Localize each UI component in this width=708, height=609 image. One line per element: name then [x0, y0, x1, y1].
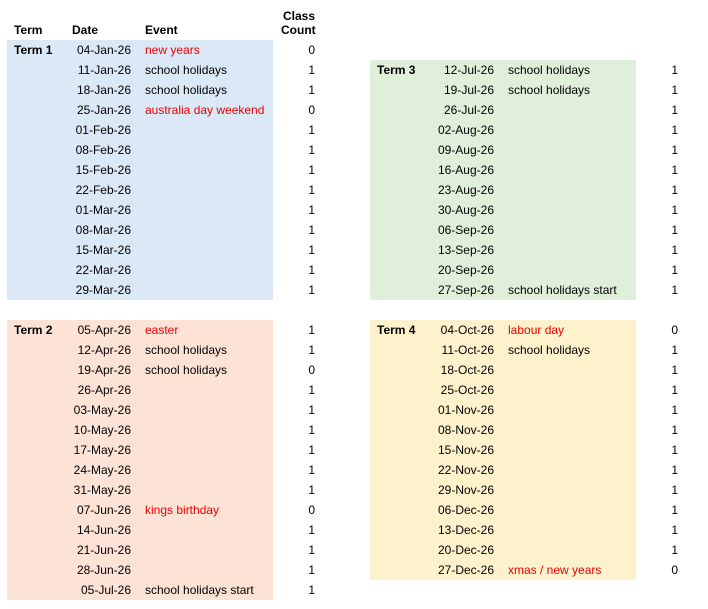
count-row — [646, 320, 680, 340]
count-row — [283, 340, 317, 360]
class-count-cell: 1 — [308, 123, 315, 137]
class-count-cell: 1 — [671, 383, 678, 397]
class-count-cell: 1 — [671, 363, 678, 377]
count-row — [283, 420, 317, 440]
class-count-cell: 0 — [308, 103, 315, 117]
class-count-cell: 1 — [671, 143, 678, 157]
table-row — [7, 580, 273, 600]
class-count-cell: 0 — [308, 503, 315, 517]
event-cell: school holidays — [145, 83, 228, 97]
table-row — [7, 240, 273, 260]
table-row — [7, 80, 273, 100]
event-cell: easter — [145, 323, 179, 337]
event-cell: labour day — [508, 323, 565, 337]
header-term: Term — [14, 23, 43, 37]
count-row — [283, 100, 317, 120]
count-row — [646, 460, 680, 480]
date-cell: 22-Mar-26 — [75, 263, 131, 277]
class-count-cell: 1 — [308, 443, 315, 457]
count-row — [283, 400, 317, 420]
count-row — [646, 400, 680, 420]
table-row — [370, 200, 636, 220]
count-row — [283, 240, 317, 260]
date-cell: 28-Jun-26 — [76, 563, 131, 577]
term-4-block — [370, 320, 636, 580]
table-row — [370, 460, 636, 480]
class-count-cell: 1 — [308, 163, 315, 177]
count-row — [646, 60, 680, 80]
event-cell: australia day weekend — [145, 103, 265, 117]
count-row — [646, 160, 680, 180]
class-count-cell: 1 — [308, 323, 315, 337]
date-cell: 11-Oct-26 — [441, 343, 494, 357]
table-row — [370, 360, 636, 380]
date-cell: 31-May-26 — [73, 483, 131, 497]
table-row — [7, 560, 273, 580]
count-row — [283, 520, 317, 540]
count-row — [646, 240, 680, 260]
count-row — [283, 460, 317, 480]
date-cell: 19-Apr-26 — [77, 363, 131, 377]
date-cell: 08-Feb-26 — [75, 143, 131, 157]
header-date: Date — [72, 23, 99, 37]
count-row — [283, 200, 317, 220]
count-row — [646, 560, 680, 580]
date-cell: 23-Aug-26 — [437, 183, 494, 197]
date-cell: 04-Oct-26 — [440, 323, 494, 337]
class-count-cell: 0 — [671, 323, 678, 337]
date-cell: 14-Jun-26 — [76, 523, 131, 537]
count-row — [283, 560, 317, 580]
class-count-cell: 1 — [671, 243, 678, 257]
table-row — [7, 140, 273, 160]
header-class-count-line1: Class — [282, 9, 315, 23]
date-cell: 03-May-26 — [73, 403, 131, 417]
count-row — [283, 440, 317, 460]
table-row — [7, 180, 273, 200]
count-row — [283, 280, 317, 300]
count-row — [646, 120, 680, 140]
class-count-cell: 1 — [671, 463, 678, 477]
class-count-cell: 1 — [308, 543, 315, 557]
count-row — [283, 540, 317, 560]
class-count-cell: 1 — [308, 583, 315, 597]
count-row — [646, 420, 680, 440]
event-cell: school holidays — [508, 63, 591, 77]
table-row — [7, 320, 273, 340]
event-cell: new years — [145, 43, 200, 57]
class-count-cell: 0 — [671, 563, 678, 577]
table-row — [370, 540, 636, 560]
table-row — [7, 40, 273, 60]
count-row — [646, 440, 680, 460]
date-cell: 27-Sep-26 — [437, 283, 494, 297]
date-cell: 15-Mar-26 — [75, 243, 131, 257]
table-row — [370, 280, 636, 300]
table-row — [370, 120, 636, 140]
date-cell: 22-Nov-26 — [437, 463, 494, 477]
class-count-cell: 1 — [308, 203, 315, 217]
event-cell: school holidays start — [145, 583, 254, 597]
class-count-cell: 1 — [671, 203, 678, 217]
table-row — [370, 320, 636, 340]
count-row — [283, 160, 317, 180]
table-row — [370, 180, 636, 200]
table-row — [7, 480, 273, 500]
date-cell: 05-Jul-26 — [80, 583, 131, 597]
class-count-cell: 1 — [671, 263, 678, 277]
table-row — [370, 480, 636, 500]
table-row — [7, 400, 273, 420]
event-cell: school holidays — [508, 343, 591, 357]
class-count-cell: 1 — [671, 123, 678, 137]
date-cell: 20-Dec-26 — [437, 543, 494, 557]
table-row — [7, 440, 273, 460]
count-row — [283, 480, 317, 500]
count-row — [646, 140, 680, 160]
count-row — [646, 500, 680, 520]
class-count-cell: 1 — [671, 283, 678, 297]
table-row — [370, 400, 636, 420]
date-cell: 06-Dec-26 — [437, 503, 494, 517]
term-3-block — [370, 60, 636, 300]
table-row — [370, 380, 636, 400]
table-row — [370, 520, 636, 540]
class-count-cell: 1 — [308, 563, 315, 577]
date-cell: 13-Dec-26 — [437, 523, 494, 537]
class-count-cell: 1 — [671, 103, 678, 117]
date-cell: 17-May-26 — [73, 443, 131, 457]
date-cell: 25-Jan-26 — [76, 103, 131, 117]
class-count-cell: 1 — [671, 183, 678, 197]
count-row — [283, 320, 317, 340]
class-count-cell: 1 — [308, 383, 315, 397]
date-cell: 18-Oct-26 — [440, 363, 494, 377]
class-count-cell: 1 — [308, 83, 315, 97]
class-count-cell: 1 — [308, 243, 315, 257]
class-count-cell: 1 — [308, 283, 315, 297]
date-cell: 26-Apr-26 — [77, 383, 131, 397]
class-count-cell: 1 — [671, 223, 678, 237]
table-row — [7, 200, 273, 220]
date-cell: 01-Mar-26 — [75, 203, 131, 217]
count-row — [646, 480, 680, 500]
table-row — [7, 460, 273, 480]
date-cell: 15-Nov-26 — [437, 443, 494, 457]
class-count-cell: 1 — [308, 143, 315, 157]
table-row — [7, 360, 273, 380]
count-row — [283, 380, 317, 400]
date-cell: 06-Sep-26 — [437, 223, 494, 237]
table-row — [7, 60, 273, 80]
event-cell: school holidays — [145, 363, 228, 377]
date-cell: 09-Aug-26 — [437, 143, 494, 157]
class-count-cell: 1 — [671, 543, 678, 557]
date-cell: 01-Feb-26 — [75, 123, 131, 137]
term-label: Term 1 — [14, 43, 53, 57]
date-cell: 05-Apr-26 — [77, 323, 131, 337]
class-count-cell: 1 — [671, 63, 678, 77]
table-row — [370, 60, 636, 80]
date-cell: 18-Jan-26 — [76, 83, 131, 97]
date-cell: 11-Jan-26 — [77, 63, 131, 77]
count-row — [283, 80, 317, 100]
date-cell: 29-Nov-26 — [437, 483, 494, 497]
count-row — [283, 60, 317, 80]
count-row — [646, 100, 680, 120]
table-row — [370, 140, 636, 160]
table-row — [370, 560, 636, 580]
date-cell: 01-Nov-26 — [437, 403, 494, 417]
table-row — [7, 260, 273, 280]
class-count-cell: 1 — [671, 403, 678, 417]
count-row — [646, 360, 680, 380]
count-row — [283, 40, 317, 60]
table-row — [7, 520, 273, 540]
count-row — [283, 500, 317, 520]
table-row — [370, 240, 636, 260]
class-count-cell: 0 — [308, 363, 315, 377]
count-row — [646, 520, 680, 540]
event-cell: xmas / new years — [508, 563, 602, 577]
date-cell: 07-Jun-26 — [76, 503, 131, 517]
date-cell: 08-Nov-26 — [437, 423, 494, 437]
class-count-cell: 1 — [671, 443, 678, 457]
count-row — [283, 580, 317, 600]
date-cell: 20-Sep-26 — [437, 263, 494, 277]
count-row — [283, 360, 317, 380]
count-row — [283, 140, 317, 160]
count-row — [646, 540, 680, 560]
table-row — [7, 380, 273, 400]
table-row — [370, 420, 636, 440]
class-count-cell: 0 — [308, 43, 315, 57]
class-count-cell: 1 — [308, 423, 315, 437]
event-cell: school holidays — [145, 63, 228, 77]
event-cell: school holidays — [508, 83, 591, 97]
class-count-cell: 1 — [308, 263, 315, 277]
class-count-cell: 1 — [308, 183, 315, 197]
table-row — [370, 220, 636, 240]
date-cell: 24-May-26 — [73, 463, 131, 477]
date-cell: 22-Feb-26 — [75, 183, 131, 197]
count-row — [283, 180, 317, 200]
table-row — [7, 340, 273, 360]
class-count-cell: 1 — [671, 503, 678, 517]
event-cell: school holidays start — [508, 283, 617, 297]
date-cell: 29-Mar-26 — [75, 283, 131, 297]
table-row — [370, 440, 636, 460]
date-cell: 04-Jan-26 — [76, 43, 131, 57]
table-row — [7, 280, 273, 300]
count-row — [283, 120, 317, 140]
date-cell: 27-Dec-26 — [437, 563, 494, 577]
term-1-block — [7, 40, 273, 300]
table-row — [7, 100, 273, 120]
count-row — [646, 280, 680, 300]
class-count-cell: 1 — [671, 163, 678, 177]
table-row — [370, 160, 636, 180]
date-cell: 15-Feb-26 — [75, 163, 131, 177]
header-event: Event — [145, 23, 178, 37]
date-cell: 21-Jun-26 — [76, 543, 131, 557]
count-row — [283, 220, 317, 240]
table-row — [7, 220, 273, 240]
count-row — [646, 200, 680, 220]
term-label: Term 2 — [14, 323, 53, 337]
count-row — [646, 180, 680, 200]
date-cell: 30-Aug-26 — [437, 203, 494, 217]
date-cell: 12-Apr-26 — [77, 343, 131, 357]
class-count-cell: 1 — [308, 223, 315, 237]
event-cell: school holidays — [145, 343, 228, 357]
date-cell: 26-Jul-26 — [443, 103, 494, 117]
class-count-cell: 1 — [671, 343, 678, 357]
date-cell: 25-Oct-26 — [440, 383, 494, 397]
date-cell: 02-Aug-26 — [437, 123, 494, 137]
date-cell: 13-Sep-26 — [437, 243, 494, 257]
count-row — [646, 260, 680, 280]
date-cell: 10-May-26 — [73, 423, 131, 437]
class-count-cell: 1 — [308, 403, 315, 417]
class-count-cell: 1 — [308, 463, 315, 477]
date-cell: 16-Aug-26 — [437, 163, 494, 177]
table-row — [7, 420, 273, 440]
class-count-cell: 1 — [671, 523, 678, 537]
term-label: Term 3 — [377, 63, 416, 77]
count-row — [646, 220, 680, 240]
count-row — [646, 80, 680, 100]
class-count-cell: 1 — [671, 83, 678, 97]
class-count-cell: 1 — [671, 483, 678, 497]
count-row — [646, 380, 680, 400]
table-row — [370, 500, 636, 520]
date-cell: 19-Jul-26 — [443, 83, 494, 97]
class-count-cell: 1 — [308, 483, 315, 497]
event-cell: kings birthday — [145, 503, 220, 517]
table-row — [370, 100, 636, 120]
count-row — [646, 340, 680, 360]
table-row — [7, 540, 273, 560]
class-count-cell: 1 — [308, 343, 315, 357]
table-row — [370, 340, 636, 360]
class-count-cell: 1 — [308, 63, 315, 77]
count-row — [283, 260, 317, 280]
table-row — [370, 80, 636, 100]
term-label: Term 4 — [377, 323, 416, 337]
date-cell: 08-Mar-26 — [75, 223, 131, 237]
term-2-block — [7, 320, 273, 600]
table-row — [7, 120, 273, 140]
date-cell: 12-Jul-26 — [443, 63, 494, 77]
class-count-cell: 1 — [671, 423, 678, 437]
header-class-count-line2: Count — [281, 23, 316, 37]
table-row — [7, 160, 273, 180]
class-count-cell: 1 — [308, 523, 315, 537]
table-row — [370, 260, 636, 280]
table-row — [7, 500, 273, 520]
